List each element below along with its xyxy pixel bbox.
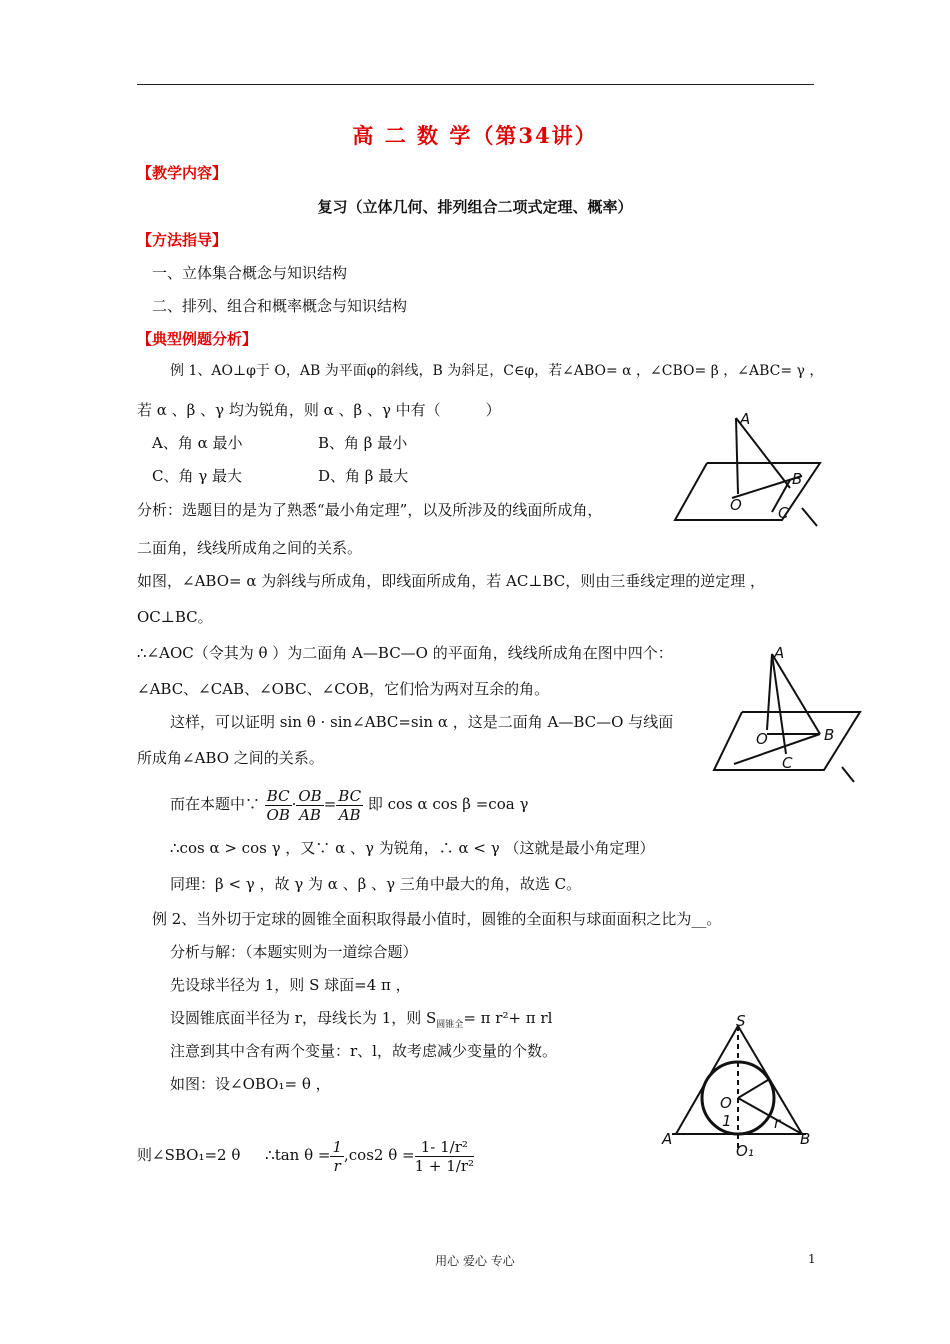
fig3-label-o: O: [720, 1094, 732, 1112]
example1-line1: 例 1、AO⊥φ于 O，AB 为平面φ的斜线，B 为斜足，C∈φ，若∠ABO= α ，∠CBO= β ，∠ABC= γ ，: [170, 363, 824, 379]
example2-line2: 分析与解：（本题实则为一道综合题）: [170, 943, 418, 961]
review-subtitle: 复习（立体几何、排列组合二项式定理、概率）: [317, 198, 633, 216]
figure-1-plane-diagram: [672, 408, 822, 528]
figure-3-cone-sphere-diagram: [660, 1012, 820, 1162]
fig1-label-a: A: [740, 410, 751, 428]
method-item-1: 一、立体集合概念与知识结构: [152, 264, 348, 282]
fraction-numerator: 1- 1/r²: [415, 1138, 474, 1157]
fraction-tan: [330, 1138, 344, 1175]
fraction-denominator: 1 + 1/r²: [414, 1156, 475, 1175]
example2-line7: [137, 1110, 474, 1200]
line4-suffix: = π r²+ π rl: [463, 1009, 553, 1027]
example1-formula: 而在本题中∵ $\frac{BC}{OB}$ · $\frac{OB}{AB}$ = $\frac{BC}{AB}$ 即 cos α cos β =coa γ: [170, 786, 529, 824]
plane-edge-tick: [842, 767, 854, 782]
example1-cos-comparison: ∴cos α > cos γ ，又∵ α 、γ 为锐角，∴ α < γ （这就是最小角定理）: [170, 839, 655, 857]
fraction-ob-ab: [296, 787, 323, 824]
example1-option-d: D、角 β 最大: [318, 467, 409, 485]
formula-prefix: 而在本题中∵: [170, 795, 261, 813]
example1-option-c: C、角 γ 最大: [152, 467, 242, 485]
example2-line6: 如图：设∠OBO₁= θ ，: [170, 1075, 331, 1093]
fraction-cos2theta: [415, 1138, 474, 1175]
fig2-label-c: C: [782, 754, 793, 772]
example1-analysis-7: 这样，可以证明 sin θ · sin∠ABC=sin α ，这是二面角 A—BC—O 与线面: [170, 713, 674, 731]
fig3-label-r: r: [774, 1114, 781, 1132]
figure-2-dihedral-diagram: [712, 642, 862, 787]
page-title: 高 二 数 学（第34讲）: [352, 123, 598, 148]
plane-edge-tick: [802, 508, 817, 526]
fig2-label-b: B: [824, 726, 835, 744]
segment-ac: [772, 654, 786, 754]
fraction-numerator: 1: [332, 1137, 343, 1156]
example2-line5: 注意到其中含有两个变量：r、l，故考虑减少变量的个数。: [170, 1042, 557, 1060]
fig3-label-s: S: [736, 1012, 746, 1030]
header-rule: [137, 84, 814, 85]
example2-line3: 先设球半径为 1，则 S 球面=4 π ，: [170, 976, 411, 994]
segment-ao: [736, 418, 738, 494]
example1-analysis-1: 分析：选题目的是为了熟悉“最小角定理”，以及所涉及的线面所成角，: [137, 501, 603, 519]
fig1-label-c: C: [778, 504, 789, 522]
line7-prefix: 则∠SBO₁=2 θ: [137, 1146, 241, 1164]
tan-prefix: ∴tan θ =: [265, 1146, 331, 1164]
fraction-denominator: AB: [299, 805, 321, 824]
section-method-heading: 【方法指导】: [137, 231, 228, 249]
radius-to-tangent: [738, 1080, 768, 1098]
example2-question: 例 2、当外切于定球的圆锥全面积取得最小值时，圆锥的全面积与球面面积之比为__。: [152, 910, 722, 928]
fig2-label-o: O: [756, 730, 768, 748]
fig3-label-1: 1: [722, 1112, 732, 1130]
fraction-numerator: OB: [298, 786, 322, 805]
method-item-2: 二、排列、组合和概率概念与知识结构: [152, 297, 408, 315]
segment-ab: [736, 418, 790, 488]
fraction-denominator: r: [333, 1156, 341, 1175]
segment-ao: [767, 654, 772, 730]
page-footer: 用心 爱心 专心: [435, 1254, 515, 1268]
section-content-heading: 【教学内容】: [137, 164, 228, 182]
fraction-numerator: BC: [266, 786, 290, 805]
formula-suffix: 即 cos α cos β =coa γ: [367, 795, 529, 813]
fig3-label-o1: O₁: [736, 1142, 754, 1160]
example1-analysis-8: 所成角∠ABO 之间的关系。: [137, 749, 324, 767]
example1-analysis-2: 二面角，线线所成角之间的关系。: [137, 539, 363, 557]
example1-line2: 若 α 、β 、γ 均为锐角，则 α 、β 、γ 中有（ ）: [137, 401, 501, 419]
example1-analysis-4: OC⊥BC。: [137, 608, 213, 626]
fraction-bc-ab: [336, 787, 363, 824]
example1-conclusion: 同理：β < γ ，故 γ 为 α 、β 、γ 三角中最大的角，故选 C。: [170, 875, 582, 893]
page-number: 1: [808, 1252, 816, 1266]
fig3-label-b: B: [800, 1130, 811, 1148]
line4-subscript: 圆锥全: [436, 1020, 464, 1030]
example1-analysis-3: 如图，∠ABO= α 为斜线与所成角，即线面所成角，若 AC⊥BC，则由三垂线定理的逆定理 ，: [137, 572, 765, 590]
segment-bc: [734, 734, 820, 764]
section-examples-heading: 【典型例题分析】: [137, 330, 258, 348]
segment-ab: [772, 654, 820, 734]
example1-analysis-6: ∠ABC、∠CAB、∠OBC、∠COB，它们恰为两对互余的角。: [137, 680, 550, 698]
cos-prefix: ,cos2 θ =: [344, 1146, 415, 1164]
fig2-label-a: A: [774, 644, 785, 662]
fraction-denominator: AB: [338, 805, 361, 824]
fraction-numerator: BC: [338, 786, 362, 805]
fig3-label-a: A: [662, 1130, 673, 1148]
example1-option-a: A、角 α 最小: [152, 434, 243, 452]
fig1-label-o: O: [730, 496, 742, 514]
example1-analysis-5: ∴∠AOC（令其为 θ ）为二面角 A—BC—O 的平面角，线线所成角在图中四个：: [137, 644, 673, 662]
example1-option-b: B、角 β 最小: [318, 434, 408, 452]
fraction-bc-ob: [265, 787, 292, 824]
fraction-denominator: OB: [266, 805, 290, 824]
example2-line4: [170, 1008, 552, 1035]
fig1-label-b: B: [792, 470, 803, 488]
line4-prefix: 设圆锥底面半径为 r，母线长为 1，则 S: [170, 1009, 437, 1027]
